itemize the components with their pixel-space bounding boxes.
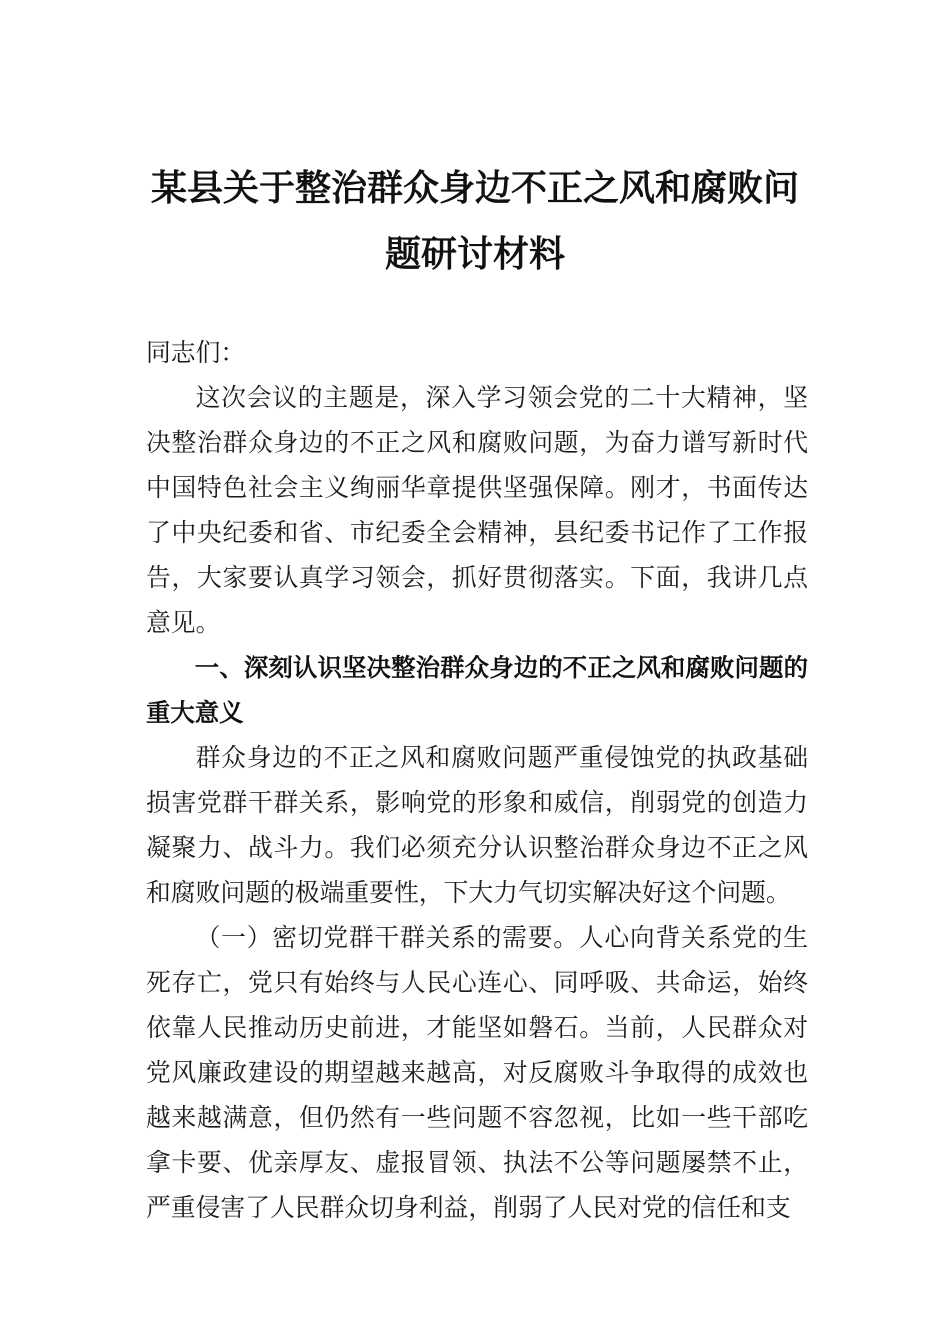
subsection-1-text: 人心向背关系党的生死存亡，党只有始终与人民心连心、同呼吸、共命运，始终依靠人民推动历史前进，才能坚如磐石。当前，人民群众对党风廉政建设的期望越来越高，对反腐败斗争取得的成效也越来越满意，但仍然有一些问题不容忽视，比如一些干部吃拿卡要、优亲厚友、虚报冒领、执法不公等问题屡禁不止，严重侵害了人民群众切身利益，削弱了人民对党的信任和支 bbox=[146, 923, 808, 1222]
document-title-line-2: 题研讨材料 bbox=[384, 233, 565, 275]
document-title bbox=[120, 155, 830, 287]
section-1-heading: 一、深刻认识坚决整治群众身边的不正之风和腐败问题的重大意义 bbox=[146, 653, 808, 727]
section-1-paragraph: 群众身边的不正之风和腐败问题严重侵蚀党的执政基础损害党群干群关系，影响党的形象和威信，削弱党的创造力凝聚力、战斗力。我们必须充分认识整治群众身边不正之风和腐败问题的极端重要性，下大力气切实解决好这个问题。 bbox=[146, 743, 808, 907]
subsection-1-paragraph bbox=[146, 915, 808, 1230]
document-body bbox=[146, 330, 808, 1230]
greeting: 同志们： bbox=[146, 338, 246, 367]
document-title-line-1: 某县关于整治群众身边不正之风和腐败问 bbox=[150, 167, 799, 209]
intro-paragraph: 这次会议的主题是，深入学习领会党的二十大精神，坚决整治群众身边的不正之风和腐败问题，为奋力谱写新时代中国特色社会主义绚丽华章提供坚强保障。刚才，书面传达了中央纪委和省、市纪委全会精神，县纪委书记作了工作报告，大家要认真学习领会，抓好贯彻落实。下面，我讲几点意见。 bbox=[146, 383, 808, 637]
subsection-1-label: （一）密切党群干群关系的需要。 bbox=[195, 923, 579, 952]
